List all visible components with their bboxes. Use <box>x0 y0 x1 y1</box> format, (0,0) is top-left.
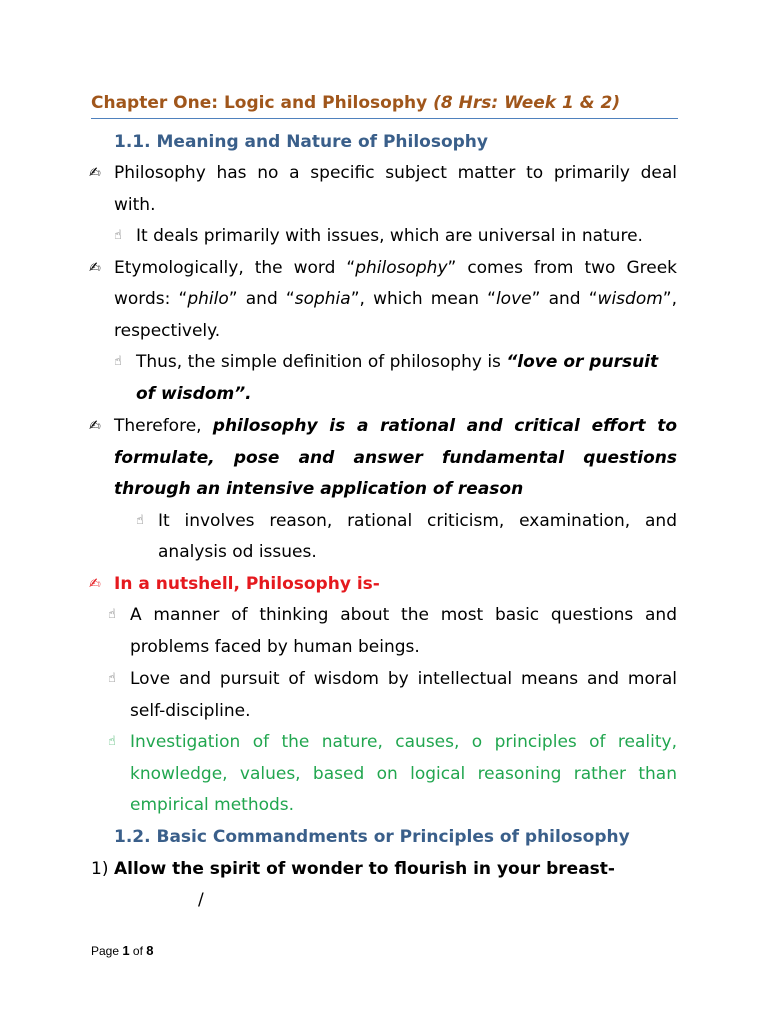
paragraph-line: words: “philo” and “sophia”, which mean “love” and “wisdom”, <box>114 289 678 309</box>
pointing-finger-icon: ☝ <box>108 734 116 749</box>
nutshell-heading: In a nutshell, Philosophy is- <box>114 574 380 594</box>
paragraph-line: formulate, pose and answer fundamental questions <box>114 448 677 468</box>
chapter-title-text: Chapter One: Logic and Philosophy <box>91 93 434 113</box>
paragraph-line: through an intensive application of reason <box>114 479 524 499</box>
sub-bullet-text: It involves reason, rational criticism, examination, and <box>158 511 677 531</box>
pointing-finger-icon: ☝ <box>108 671 116 686</box>
sub-bullet-text: It deals primarily with issues, which are universal in nature. <box>136 226 643 246</box>
sub-bullet-text: self-discipline. <box>130 701 251 721</box>
pointing-finger-icon: ☝ <box>114 354 122 369</box>
pointing-finger-icon: ☝ <box>108 607 116 622</box>
pointing-finger-icon: ☝ <box>136 513 144 528</box>
section-heading-1-1: 1.1. Meaning and Nature of Philosophy <box>114 132 488 152</box>
stray-mark: / <box>198 890 204 910</box>
commandment-text: Allow the spirit of wonder to flourish in your breast- <box>114 859 615 879</box>
sub-bullet-text: of wisdom”. <box>136 384 252 404</box>
writing-hand-icon: ✍ <box>89 165 101 181</box>
writing-hand-icon: ✍ <box>89 418 101 434</box>
paragraph-line: Therefore, philosophy is a rational and critical effort to <box>114 416 677 436</box>
sub-bullet-text: analysis od issues. <box>158 542 317 562</box>
page-footer: Page 1 of 8 <box>91 943 154 958</box>
pointing-finger-icon: ☝ <box>114 228 122 243</box>
paragraph-line: Philosophy has no a specific subject matter to primarily deal <box>114 163 677 183</box>
paragraph-line: Etymologically, the word “philosophy” comes from two Greek <box>114 258 677 278</box>
chapter-title <box>91 91 678 115</box>
commandment-number: 1) <box>91 859 109 879</box>
sub-bullet-text: Investigation of the nature, causes, o principles of reality, <box>130 732 677 752</box>
sub-bullet-text: problems faced by human beings. <box>130 637 420 657</box>
sub-bullet-text: knowledge, values, based on logical reasoning rather than <box>130 764 677 784</box>
heading-rule <box>91 118 678 119</box>
writing-hand-icon: ✍ <box>89 260 101 276</box>
sub-bullet-text: empirical methods. <box>130 795 295 815</box>
paragraph-line: with. <box>114 195 156 215</box>
sub-bullet-text: Thus, the simple definition of philosophy is “love or pursuit <box>136 352 659 372</box>
sub-bullet-text: A manner of thinking about the most basic questions and <box>130 605 677 625</box>
sub-bullet-text: Love and pursuit of wisdom by intellectual means and moral <box>130 669 677 689</box>
chapter-hours: (8 Hrs: Week 1 & 2) <box>433 93 621 113</box>
section-heading-1-2: 1.2. Basic Commandments or Principles of philosophy <box>114 827 630 847</box>
paragraph-line: respectively. <box>114 321 221 341</box>
writing-hand-icon: ✍ <box>89 576 101 592</box>
